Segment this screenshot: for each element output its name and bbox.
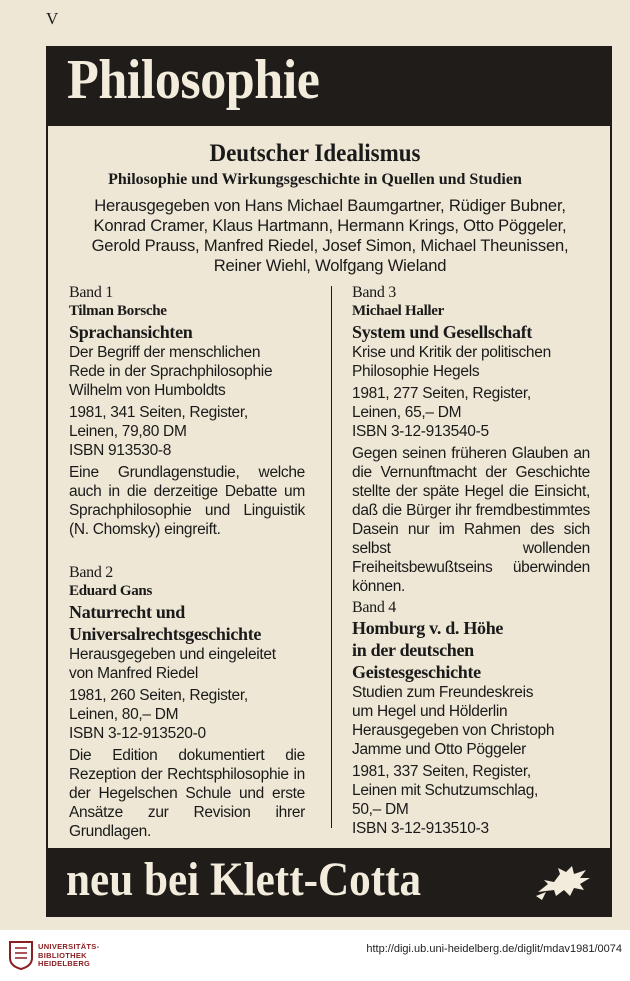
editors-line: Herausgegeben von Hans Michael Baumgartner, Rüdiger Bubner, — [94, 196, 566, 215]
subtitle-line: von Manfred Riedel — [69, 665, 199, 682]
volume-author: Eduard Gans — [69, 583, 152, 599]
subtitle-line: Rede in der Sprachphilosophie — [69, 363, 273, 380]
footer-banner — [46, 848, 612, 917]
library-name-line: BIBLIOTHEK — [38, 950, 87, 960]
subtitle-line: um Hegel und Hölderlin — [352, 703, 508, 720]
volume-1 — [69, 283, 305, 539]
details-line: ISBN 913530-8 — [69, 442, 172, 459]
source-url-link[interactable]: http://digi.ub.uni-heidelberg.de/diglit/mdav1981/0074 — [366, 943, 622, 955]
details-line: Leinen, 79,80 DM — [69, 423, 187, 440]
editors-line: Konrad Cramer, Klaus Hartmann, Hermann Krings, Otto Pöggeler, — [93, 216, 567, 235]
volume-description: Eine Grundlagenstudie, welche auch in die derzeitige Debatte um Sprachphilosophie und Linguistik (N. Chomsky) eingreift. — [69, 464, 305, 538]
volume-band: Band 2 — [69, 564, 113, 581]
subtitle-line: Krise und Kritik der politischen — [352, 344, 551, 361]
subtitle-line: Philosophie Hegels — [352, 363, 480, 380]
volume-4 — [352, 598, 590, 838]
university-seal-icon — [8, 940, 34, 970]
volume-subtitle — [69, 645, 305, 683]
editors-line: Reiner Wiehl, Wolfgang Wieland — [213, 256, 447, 275]
title-line: Geistesgeschichte — [352, 662, 481, 682]
library-name — [38, 943, 99, 969]
volume-subtitle — [69, 343, 305, 400]
details-line: 1981, 337 Seiten, Register, — [352, 763, 531, 780]
volume-subtitle — [352, 343, 590, 381]
column-divider — [331, 286, 332, 828]
volume-band: Band 4 — [352, 599, 396, 616]
subtitle-line: Der Begriff der menschlichen — [69, 344, 261, 361]
series-subtitle: Philosophie und Wirkungsgeschichte in Quellen und Studien — [108, 171, 522, 188]
volume-author: Tilman Borsche — [69, 303, 167, 319]
header-banner — [46, 46, 612, 126]
footer-banner-title: neu bei Klett-Cotta — [66, 853, 422, 906]
details-line: 50,– DM — [352, 801, 409, 818]
subtitle-line: Wilhelm von Humboldts — [69, 382, 226, 399]
subtitle-line: Herausgegeben und eingeleitet — [69, 646, 276, 663]
library-name-line: HEIDELBERG — [38, 959, 91, 968]
volume-details — [352, 762, 590, 838]
volume-title — [352, 617, 590, 683]
volume-subtitle — [352, 683, 590, 759]
title-line: Naturrecht und — [69, 602, 185, 622]
series-title: Deutscher Idealismus — [209, 140, 421, 167]
details-line: 1981, 341 Seiten, Register, — [69, 404, 248, 421]
volume-details — [69, 686, 305, 743]
subtitle-line: Jamme und Otto Pöggeler — [352, 741, 527, 758]
details-line: Leinen, 65,– DM — [352, 404, 462, 421]
details-line: Leinen mit Schutzumschlag, — [352, 782, 539, 799]
volume-2 — [69, 563, 305, 841]
title-line: Homburg v. d. Höhe — [352, 618, 504, 638]
volume-title — [69, 601, 305, 645]
griffin-logo-icon — [534, 862, 594, 902]
volume-title: Sprachansichten — [69, 322, 193, 342]
volume-band: Band 3 — [352, 284, 396, 301]
volume-3 — [352, 283, 590, 596]
volume-details — [69, 403, 305, 460]
volume-author: Michael Haller — [352, 303, 445, 319]
volume-band: Band 1 — [69, 284, 113, 301]
details-line: Leinen, 80,– DM — [69, 706, 179, 723]
details-line: ISBN 3-12-913510-3 — [352, 820, 489, 837]
volume-details — [352, 384, 590, 441]
details-line: ISBN 3-12-913520-0 — [69, 725, 206, 742]
subtitle-line: Studien zum Freundeskreis — [352, 684, 534, 701]
library-name-line: UNIVERSITÄTS- — [38, 942, 100, 951]
title-line: in der deutschen — [352, 640, 474, 660]
volume-description: Die Edition dokumentiert die Rezeption der Rechtsphilosophie in der Hegelschen Schule und erste Ansätze zur Revision ihrer Grundlagen. — [69, 747, 305, 840]
volume-description: Gegen seinen früheren Glauben an die Vernunftmacht der Geschichte stellte der späte Hegel die Einsicht, daß die Bürger ihr fremdbestimmtes Dasein nur im Rahmen des sich selbst wollenden Freiheitsbewußtseins überwinden können. — [352, 445, 590, 595]
header-banner-title: Philosophie — [67, 49, 320, 111]
details-line: 1981, 277 Seiten, Register, — [352, 385, 531, 402]
subtitle-line: Herausgegeben von Christoph — [352, 722, 555, 739]
editors-line: Gerold Prauss, Manfred Riedel, Josef Simon, Michael Theunissen, — [91, 236, 569, 255]
series-editors — [60, 196, 600, 276]
details-line: ISBN 3-12-913540-5 — [352, 423, 489, 440]
title-line: Universalrechtsgeschichte — [69, 624, 262, 644]
page-number: V — [46, 9, 59, 28]
details-line: 1981, 260 Seiten, Register, — [69, 687, 248, 704]
volume-title: System und Gesellschaft — [352, 322, 533, 342]
